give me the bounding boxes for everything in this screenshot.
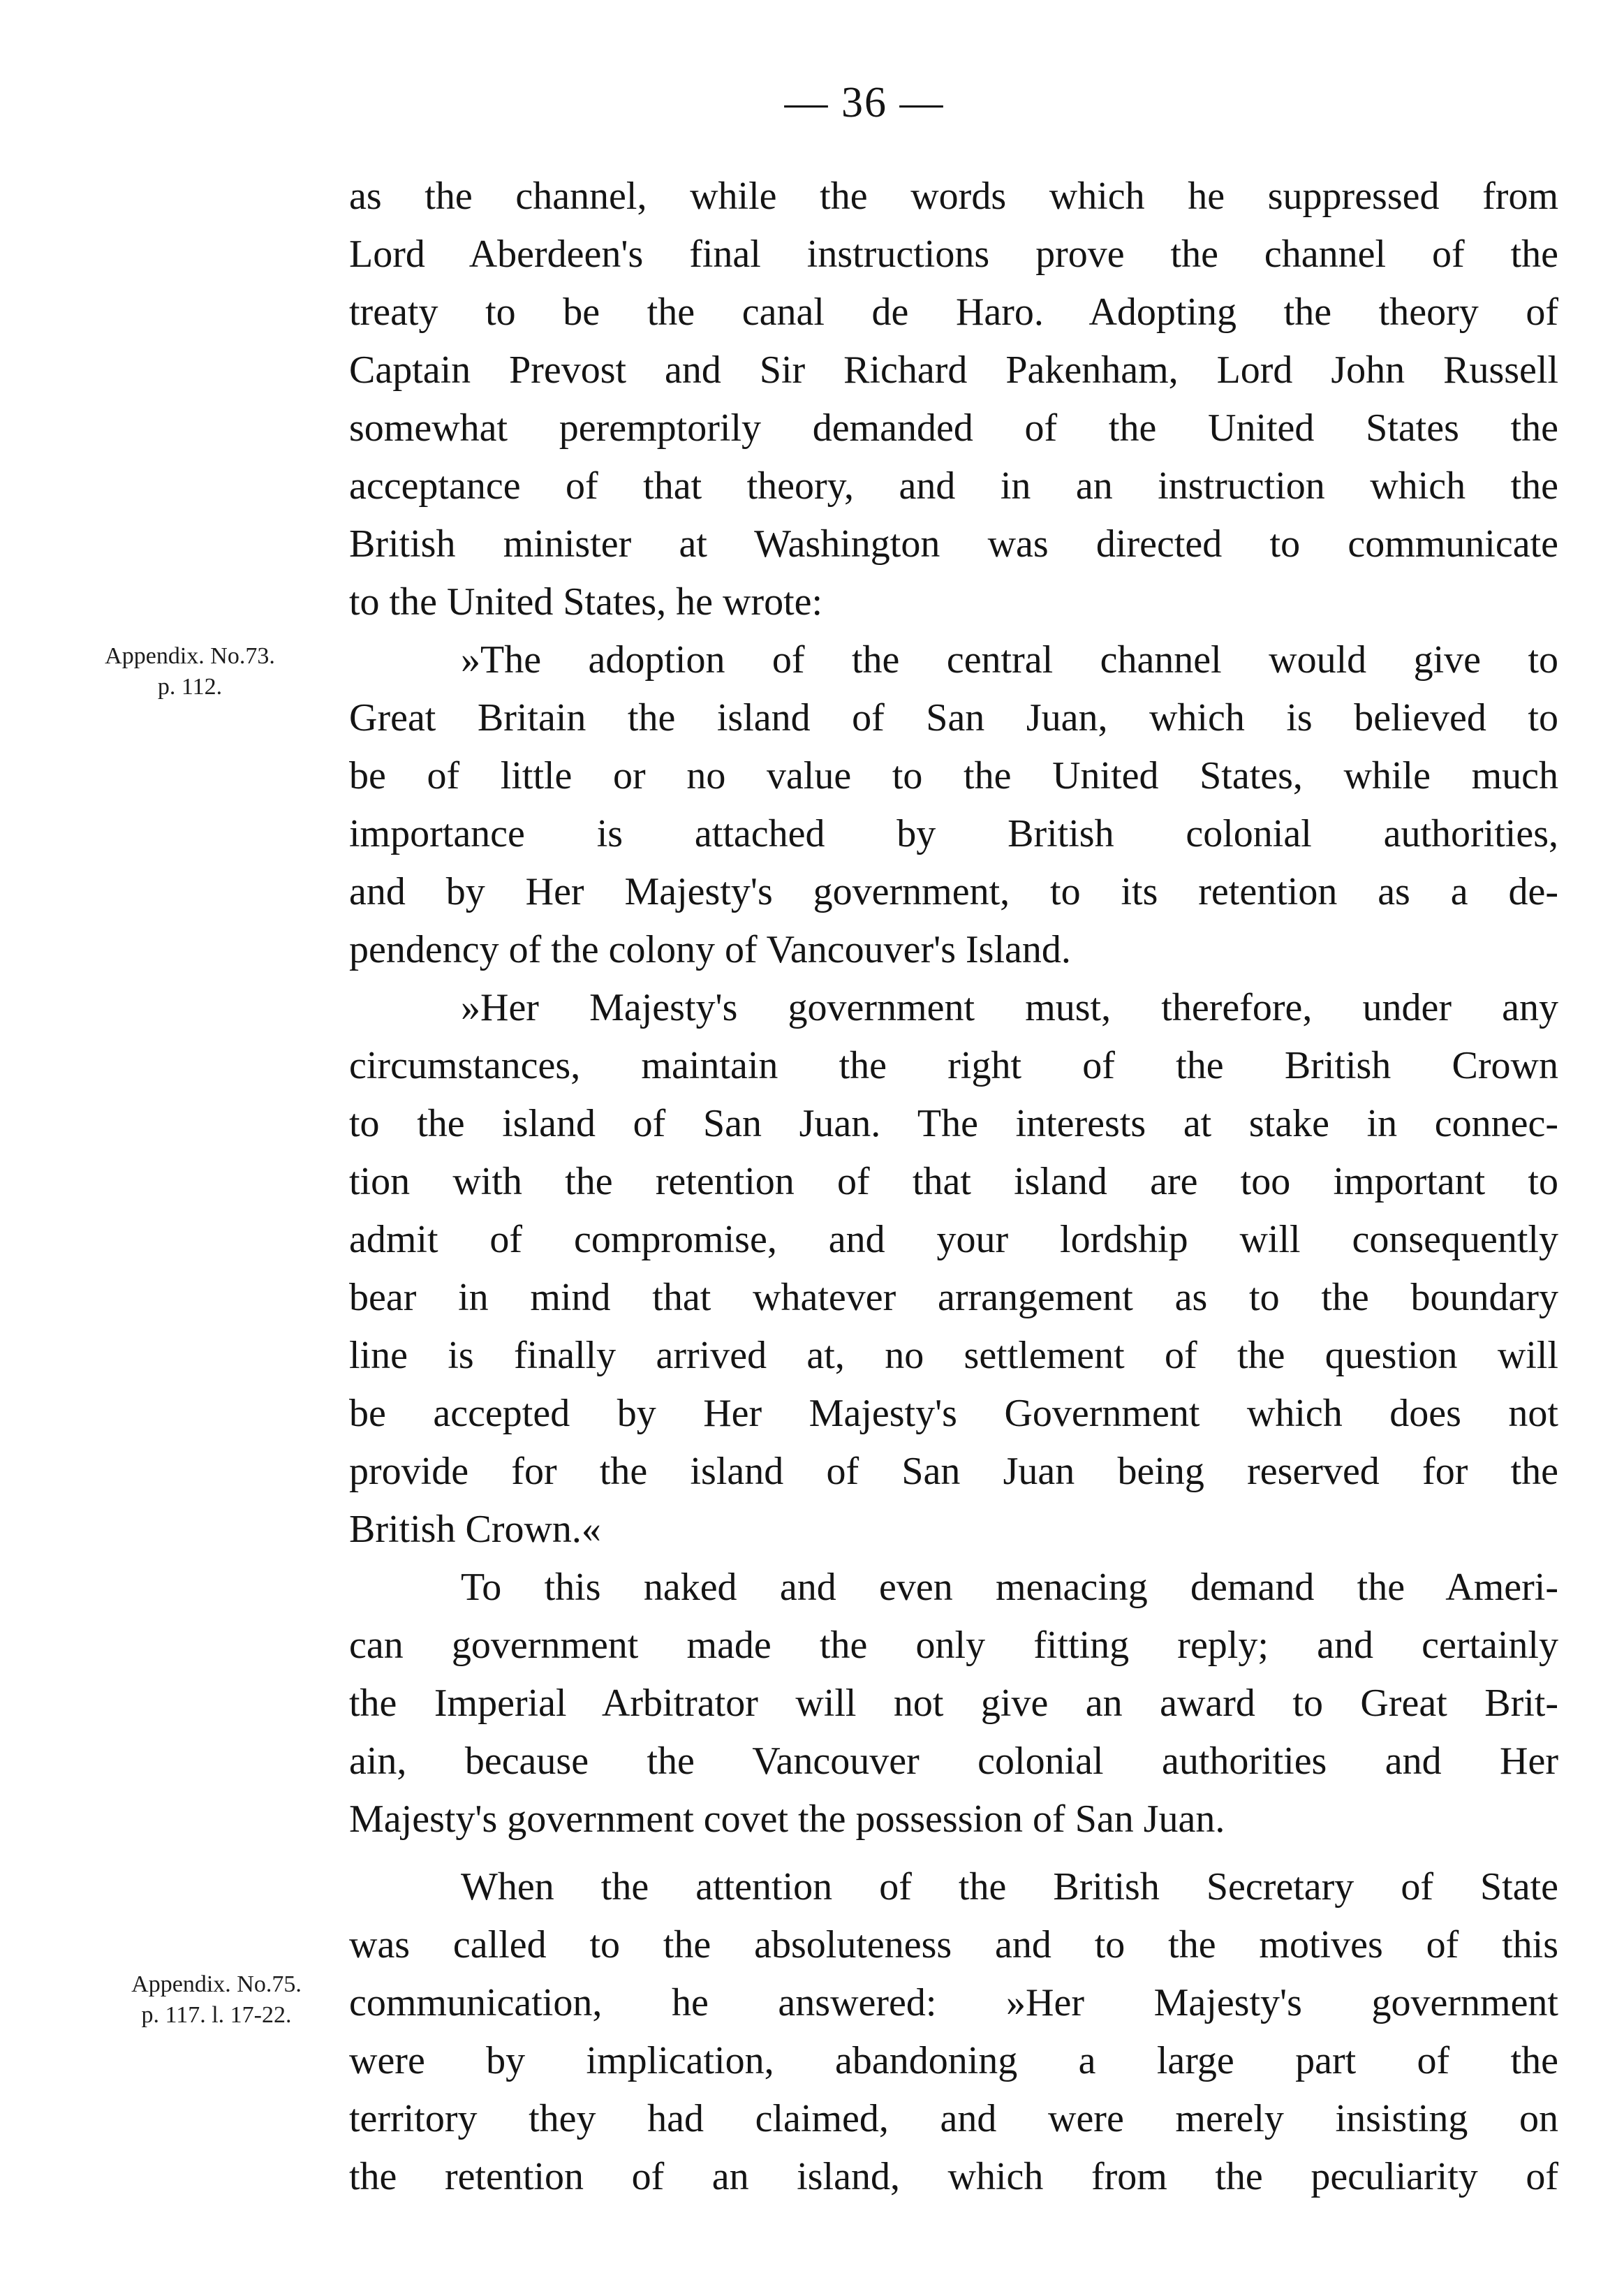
text-line: provide for the island of San Juan being reserved for the (349, 1450, 1558, 1493)
paragraph-1 (349, 168, 1558, 631)
paragraph-4 (349, 1559, 1558, 1848)
text-line: »Her Majesty's government must, therefore, under any (461, 986, 1558, 1029)
text-line: as the channel, while the words which he suppressed from (349, 175, 1558, 218)
text-line: importance is attached by British colonial authorities, (349, 812, 1558, 855)
text-line: be of little or no value to the United States, while much (349, 754, 1558, 797)
text-line: can government made the only fitting reply; and certainly (349, 1624, 1558, 1667)
text-line: somewhat peremptorily demanded of the United States the (349, 406, 1558, 450)
text-line: Great Britain the island of San Juan, which is believed to (349, 696, 1558, 740)
text-line: line is finally arrived at, no settlement of the question will (349, 1334, 1558, 1377)
text-line: the retention of an island, which from the peculiarity of (349, 2155, 1558, 2198)
text-line: acceptance of that theory, and in an instruction which the (349, 464, 1558, 508)
margin-note-appendix-75 (70, 1969, 363, 2031)
text-line: British minister at Washington was directed to communicate (349, 522, 1558, 566)
body-text (349, 168, 1558, 2206)
text-line: was called to the absoluteness and to the motives of this (349, 1923, 1558, 1966)
text-line: and by Her Majesty's government, to its retention as a de- (349, 870, 1558, 913)
text-line: territory they had claimed, and were merely insisting on (349, 2097, 1558, 2140)
margin-note-line: Appendix. No.73. (105, 643, 275, 669)
paragraph-5 (349, 1858, 1558, 2206)
text-line: British Crown.« (349, 1508, 601, 1551)
margin-note-appendix-73 (43, 641, 337, 703)
margin-note-line: Appendix. No.75. (131, 1971, 302, 1997)
paragraph-3 (349, 979, 1558, 1559)
text-line: »The adoption of the central channel would give to (461, 638, 1558, 682)
page-number: — 36 — (784, 79, 945, 126)
text-line: Lord Aberdeen's final instructions prove the channel of the (349, 233, 1558, 276)
text-line: To this naked and even menacing demand the Ameri- (461, 1566, 1558, 1609)
text-line: pendency of the colony of Vancouver's Island. (349, 928, 1071, 971)
text-line: Majesty's government covet the possession of San Juan. (349, 1797, 1225, 1841)
text-line: tion with the retention of that island are too important to (349, 1160, 1558, 1203)
text-line: When the attention of the British Secretary of State (461, 1865, 1558, 1909)
text-line: circumstances, maintain the right of the British Crown (349, 1044, 1558, 1087)
text-line: to the United States, he wrote: (349, 580, 823, 624)
text-line: be accepted by Her Majesty's Government which does not (349, 1392, 1558, 1435)
text-line: admit of compromise, and your lordship will consequently (349, 1218, 1558, 1261)
text-line: to the island of San Juan. The interests at stake in connec- (349, 1102, 1558, 1145)
text-line: bear in mind that whatever arrangement as to the boundary (349, 1276, 1558, 1319)
text-line: were by implication, abandoning a large part of the (349, 2039, 1558, 2082)
text-line: ain, because the Vancouver colonial authorities and Her (349, 1740, 1558, 1783)
margin-note-line: p. 117. l. 17-22. (141, 2002, 292, 2028)
text-line: communication, he answered: »Her Majesty's government (349, 1981, 1558, 2024)
paragraph-2 (349, 631, 1558, 979)
text-line: Captain Prevost and Sir Richard Pakenham, Lord John Russell (349, 348, 1558, 392)
text-line: treaty to be the canal de Haro. Adopting the theory of (349, 291, 1558, 334)
margin-note-line: p. 112. (157, 674, 223, 700)
text-line: the Imperial Arbitrator will not give an award to Great Brit- (349, 1682, 1558, 1725)
